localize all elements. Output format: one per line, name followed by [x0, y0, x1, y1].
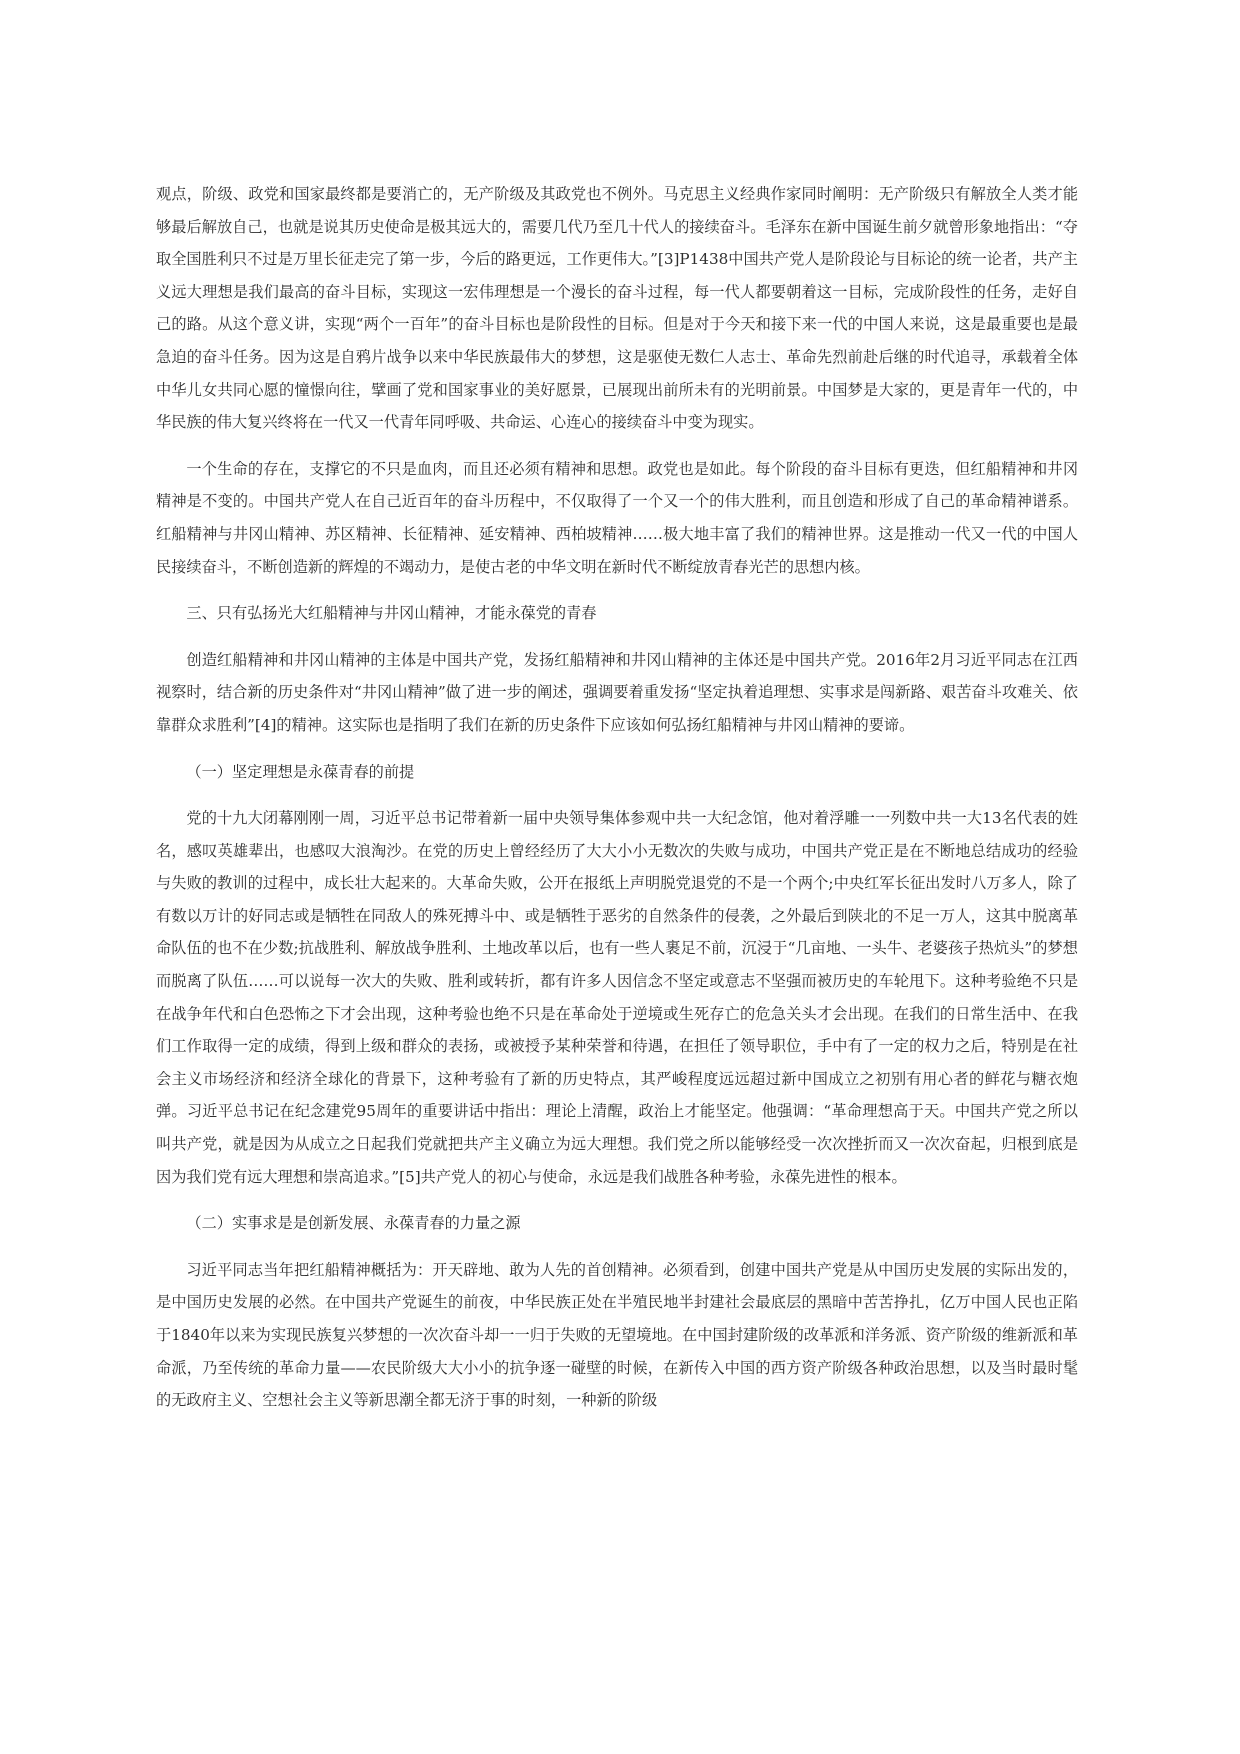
subheading-1: （一）坚定理想是永葆青春的前提 — [186, 762, 415, 781]
paragraph-spirit: 一个生命的存在，支撑它的不只是血肉，而且还必须有精神和思想。政党也是如此。每个阶段的奋斗目标有更迭，但红船精神和井冈精神是不变的。中国共产党人在自己近百年的奋斗历程中，不仅取得了一个又一个的伟大胜利，而且创造和形成了自己的革命精神谱系。红船精神与井冈山精神、苏区精神、长征精神、延安精神、西柏坡精神……极大地丰富了我们的精神世界。这是推动一代又一代的中国人民接续奋斗，不断创造新的辉煌的不竭动力，是使古老的中华文明在新时代不断绽放青春光芒的思想内核。 — [156, 459, 1078, 576]
subheading-2: （二）实事求是是创新发展、永葆青春的力量之源 — [186, 1214, 521, 1233]
paragraph-section-intro: 创造红船精神和井冈山精神的主体是中国共产党，发扬红船精神和井冈山精神的主体还是中国共产党。2016年2月习近平同志在江西视察时，结合新的历史条件对“井冈山精神”做了进一步的阐述，强调要着重发扬“坚定执着追理想、实事求是闯新路、艰苦奋斗攻难关、依靠群众求胜利”[4]的精神。这实际也是指明了我们在新的历史条件下应该如何弘扬红船精神与井冈山精神的要谛。 — [156, 650, 1078, 734]
section-heading-3: 三、只有弘扬光大红船精神与井冈山精神，才能永葆党的青春 — [186, 604, 597, 623]
paragraph-ideals: 党的十九大闭幕刚刚一周，习近平总书记带着新一届中央领导集体参观中共一大纪念馆，他对着浮雕一一列数中共一大13名代表的姓名，感叹英雄辈出，也感叹大浪淘沙。在党的历史上曾经经历了大大小小无数次的失败与成功，中国共产党正是在不断地总结成功的经验与失败的教训的过程中，成长壮大起来的。大革命失败，公开在报纸上声明脱党退党的不是一个两个;中央红军长征出发时八万多人，除了有数以万计的好同志或是牺牲在同敌人的殊死搏斗中、或是牺牲于恶劣的自然条件的侵袭，之外最后到陕北的不足一万人，这其中脱离革命队伍的也不在少数;抗战胜利、解放战争胜利、土地改革以后，也有一些人裹足不前，沉浸于“几亩地、一头牛、老婆孩子热炕头”的梦想而脱离了队伍……可以说每一次大的失败、胜利或转折，都有许多人因信念不坚定或意志不坚强而被历史的车轮甩下。这种考验绝不只是在战争年代和白色恐怖之下才会出现，这种考验也绝不只是在革命处于逆境或生死存亡的危急关头才会出现。在我们的日常生活中、在我们工作取得一定的成绩，得到上级和群众的表扬，或被授予某种荣誉和待遇，在担任了领导职位，手中有了一定的权力之后，特别是在社会主义市场经济和经济全球化的背景下，这种考验有了新的历史特点，其严峻程度远远超过新中国成立之初别有用心者的鲜花与糖衣炮弹。习近平总书记在纪念建党95周年的重要讲话中指出：理论上清醒，政治上才能坚定。他强调：“革命理想高于天。中国共产党之所以叫共产党，就是因为从成立之日起我们党就把共产主义确立为远大理想。我们党之所以能够经受一次次挫折而又一次次奋起，归根到底是因为我们党有远大理想和崇高追求。”[5]共产党人的初心与使命，永远是我们战胜各种考验，永葆先进性的根本。 — [156, 809, 1078, 1186]
paragraph-red-boat: 习近平同志当年把红船精神概括为：开天辟地、敢为人先的首创精神。必须看到，创建中国共产党是从中国历史发展的实际出发的，是中国历史发展的必然。在中国共产党诞生的前夜，中华民族正处在半殖民地半封建社会最底层的黑暗中苦苦挣扎，亿万中国人民也正陷于1840年以来为实现民族复兴梦想的一次次奋斗却一一归于失败的无望境地。在中国封建阶级的改革派和洋务派、资产阶级的维新派和革命派，乃至传统的革命力量——农民阶级大大小小的抗争逐一碰壁的时候，在新传入中国的西方资产阶级各种政治思想，以及当时最时髦的无政府主义、空想社会主义等新思潮全都无济于事的时刻，一种新的阶级 — [156, 1260, 1078, 1410]
document-page — [156, 178, 1078, 1431]
paragraph-continuation: 观点，阶级、政党和国家最终都是要消亡的，无产阶级及其政党也不例外。马克思主义经典作家同时阐明：无产阶级只有解放全人类才能够最后解放自己，也就是说其历史使命是极其远大的，需要几代乃至几十代人的接续奋斗。毛泽东在新中国诞生前夕就曾形象地指出：“夺取全国胜利只不过是万里长征走完了第一步，今后的路更远，工作更伟大。”[3]P1438中国共产党人是阶段论与目标论的统一论者，共产主义远大理想是我们最高的奋斗目标，实现这一宏伟理想是一个漫长的奋斗过程，每一代人都要朝着这一目标，完成阶段性的任务，走好自己的路。从这个意义讲，实现“两个一百年”的奋斗目标也是阶段性的目标。但是对于今天和接下来一代的中国人来说，这是最重要也是最急迫的奋斗任务。因为这是自鸦片战争以来中华民族最伟大的梦想，这是驱使无数仁人志士、革命先烈前赴后继的时代追寻，承载着全体中华儿女共同心愿的憧憬向往，擘画了党和国家事业的美好愿景，已展现出前所未有的光明前景。中国梦是大家的，更是青年一代的，中华民族的伟大复兴终将在一代又一代青年同呼吸、共命运、心连心的接续奋斗中变为现实。 — [156, 185, 1078, 432]
